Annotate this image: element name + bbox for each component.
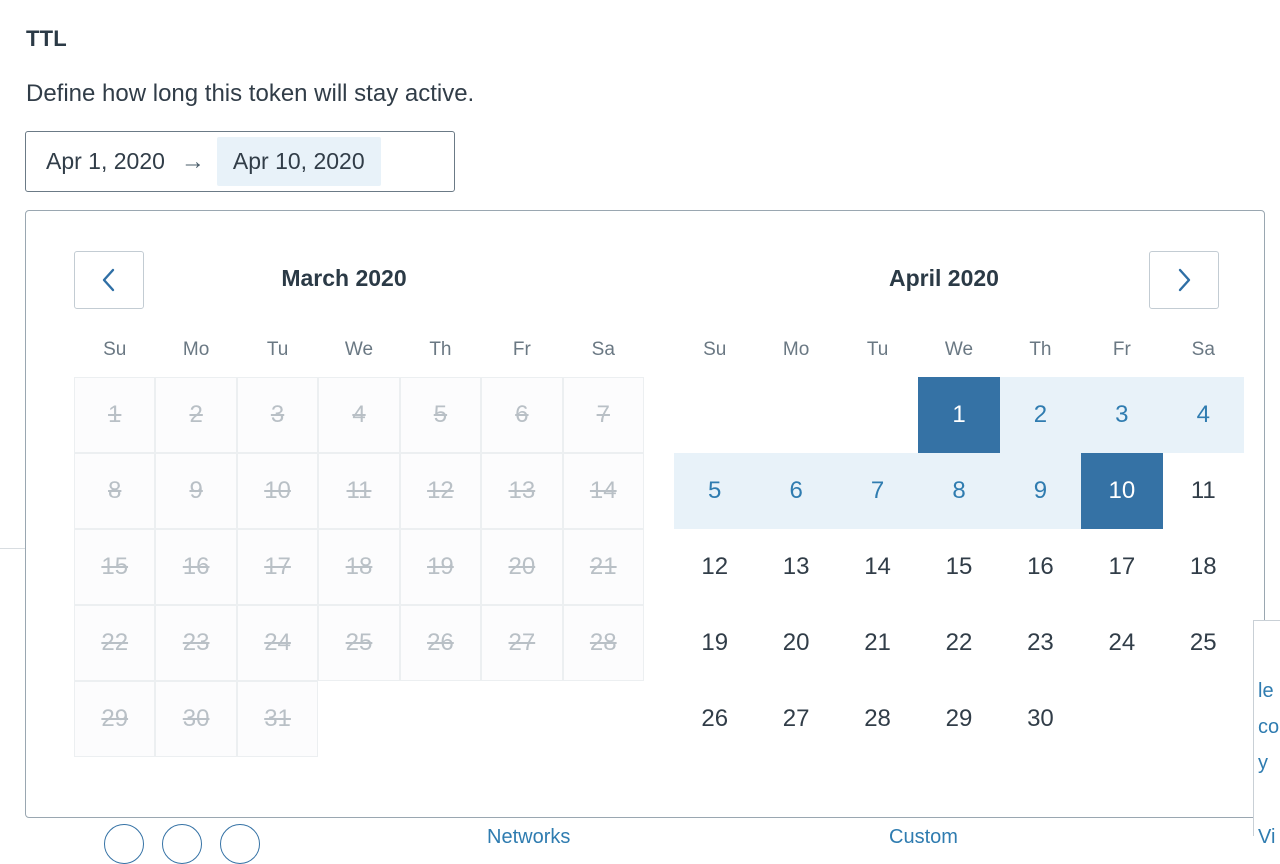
weekday-label: Th xyxy=(429,339,452,360)
day-cell[interactable]: 9 xyxy=(1000,453,1081,529)
background-link-view[interactable]: Vi xyxy=(1258,826,1276,848)
left-month-title: March 2020 xyxy=(281,265,407,291)
chevron-right-icon xyxy=(1175,267,1193,293)
day-cell-empty xyxy=(837,377,918,453)
day-cell[interactable]: 30 xyxy=(1027,705,1054,732)
weekday-label: Tu xyxy=(866,339,889,360)
right-weekday-row xyxy=(674,339,1244,377)
weekday-label: Su xyxy=(103,339,127,360)
weekday-label: Tu xyxy=(266,339,289,360)
day-cell: 11 xyxy=(318,453,399,529)
day-cell: 7 xyxy=(563,377,644,453)
day-cell: 5 xyxy=(400,377,481,453)
day-cell-empty xyxy=(318,681,399,757)
day-cell-empty xyxy=(1163,681,1244,757)
day-cell-empty xyxy=(400,681,481,757)
day-cell[interactable]: 16 xyxy=(1027,553,1054,580)
weekday-label: We xyxy=(344,339,374,360)
day-cell[interactable]: 4 xyxy=(1163,377,1244,453)
day-cell-empty xyxy=(755,377,836,453)
previous-month-button[interactable] xyxy=(74,251,144,309)
day-cell[interactable]: 5 xyxy=(674,453,755,529)
day-cell: 4 xyxy=(318,377,399,453)
day-cell: 13 xyxy=(481,453,562,529)
day-cell[interactable]: 11 xyxy=(1190,477,1216,504)
right-month-grid xyxy=(674,339,1244,757)
weekday-label: Fr xyxy=(1112,339,1131,360)
right-month-title: April 2020 xyxy=(889,265,999,291)
day-cell: 21 xyxy=(563,529,644,605)
weekday-label: Fr xyxy=(512,339,531,360)
day-cell: 18 xyxy=(318,529,399,605)
day-cell: 22 xyxy=(74,605,155,681)
left-day-grid xyxy=(74,377,644,757)
day-cell[interactable]: 8 xyxy=(918,453,999,529)
day-cell: 17 xyxy=(237,529,318,605)
background-link-clipped[interactable]: y xyxy=(1258,752,1268,774)
weekday-label: We xyxy=(944,339,974,360)
background-link-networks[interactable]: Networks xyxy=(487,826,571,848)
weekday-label: Sa xyxy=(591,339,615,360)
day-cell[interactable]: 23 xyxy=(1027,629,1054,656)
day-cell: 20 xyxy=(481,529,562,605)
day-cell: 27 xyxy=(481,605,562,681)
day-cell: 26 xyxy=(400,605,481,681)
weekday-label: Sa xyxy=(1191,339,1215,360)
day-cell: 1 xyxy=(74,377,155,453)
page-description: Define how long this token will stay active. xyxy=(26,80,475,107)
day-cell: 3 xyxy=(237,377,318,453)
day-cell[interactable]: 28 xyxy=(864,705,891,732)
day-cell[interactable]: 10 xyxy=(1081,453,1162,529)
day-cell[interactable]: 24 xyxy=(1108,629,1136,656)
day-cell[interactable]: 21 xyxy=(864,629,891,656)
day-cell[interactable]: 27 xyxy=(782,705,810,732)
day-cell[interactable]: 22 xyxy=(945,629,973,656)
day-cell[interactable]: 1 xyxy=(918,377,999,453)
next-month-button[interactable] xyxy=(1149,251,1219,309)
day-cell[interactable]: 25 xyxy=(1189,629,1217,656)
left-month-grid xyxy=(74,339,644,757)
day-cell: 30 xyxy=(155,681,236,757)
weekday-label: Su xyxy=(703,339,727,360)
left-weekday-row xyxy=(74,339,644,377)
day-cell[interactable]: 3 xyxy=(1081,377,1162,453)
day-cell[interactable]: 18 xyxy=(1189,553,1217,580)
range-end-value[interactable]: Apr 10, 2020 xyxy=(217,137,381,186)
day-cell: 15 xyxy=(74,529,155,605)
day-cell[interactable]: 19 xyxy=(701,629,729,656)
avatar xyxy=(162,824,202,864)
range-arrow-icon: → xyxy=(180,147,205,175)
day-cell: 6 xyxy=(481,377,562,453)
day-cell: 10 xyxy=(237,453,318,529)
avatar xyxy=(220,824,260,864)
day-cell: 8 xyxy=(74,453,155,529)
range-start-value[interactable]: Apr 1, 2020 xyxy=(46,148,165,174)
day-cell[interactable]: 20 xyxy=(782,629,810,656)
day-cell: 2 xyxy=(155,377,236,453)
day-cell: 28 xyxy=(563,605,644,681)
day-cell-empty xyxy=(563,681,644,757)
day-cell[interactable]: 14 xyxy=(864,553,891,580)
weekday-label: Mo xyxy=(782,339,810,360)
day-cell[interactable]: 6 xyxy=(755,453,836,529)
right-day-grid xyxy=(674,377,1244,757)
background-link-clipped[interactable]: le xyxy=(1258,680,1274,702)
day-cell: 12 xyxy=(400,453,481,529)
day-cell[interactable]: 15 xyxy=(945,553,973,580)
day-cell[interactable]: 29 xyxy=(945,705,973,732)
day-cell: 31 xyxy=(237,681,318,757)
day-cell[interactable]: 17 xyxy=(1108,553,1136,580)
background-avatars-clipped xyxy=(104,824,260,864)
day-cell-empty xyxy=(674,377,755,453)
page-title: TTL xyxy=(26,26,67,51)
background-link-clipped[interactable]: co xyxy=(1258,716,1280,738)
day-cell: 25 xyxy=(318,605,399,681)
day-cell: 24 xyxy=(237,605,318,681)
day-cell: 19 xyxy=(400,529,481,605)
day-cell[interactable]: 7 xyxy=(837,453,918,529)
weekday-label: Th xyxy=(1029,339,1052,360)
weekday-label: Mo xyxy=(182,339,210,360)
day-cell: 29 xyxy=(74,681,155,757)
day-cell-empty xyxy=(1081,681,1162,757)
day-cell: 9 xyxy=(155,453,236,529)
background-link-custom[interactable]: Custom xyxy=(889,826,958,848)
day-cell[interactable]: 26 xyxy=(701,705,729,732)
chevron-left-icon xyxy=(100,267,118,293)
day-cell[interactable]: 13 xyxy=(782,553,810,580)
day-cell[interactable]: 2 xyxy=(1000,377,1081,453)
background-divider xyxy=(0,548,26,549)
day-cell[interactable]: 12 xyxy=(701,553,729,580)
avatar xyxy=(104,824,144,864)
day-cell-empty xyxy=(481,681,562,757)
day-cell: 16 xyxy=(155,529,236,605)
date-range-input[interactable] xyxy=(25,131,455,192)
day-cell: 23 xyxy=(155,605,236,681)
calendar-popover xyxy=(25,210,1265,818)
day-cell: 14 xyxy=(563,453,644,529)
